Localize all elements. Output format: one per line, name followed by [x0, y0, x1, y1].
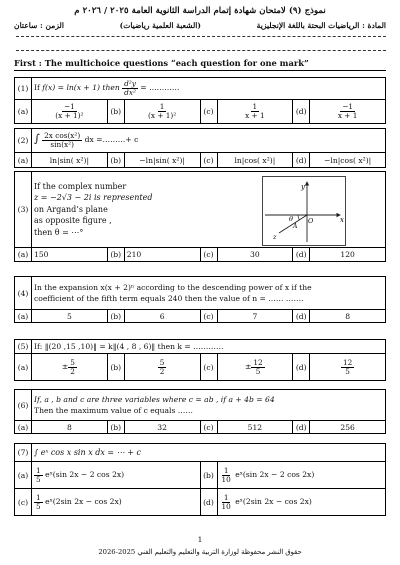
question-5: [14, 339, 386, 381]
option-a[interactable]: 5: [32, 310, 108, 323]
option-label-a: (a): [15, 153, 32, 168]
option-c[interactable]: 7: [217, 310, 293, 323]
option-d[interactable]: $\frac{12}{5}$: [310, 354, 386, 381]
section-underline: [14, 70, 386, 71]
option-c[interactable]: $\frac{1}{x + 1}$: [217, 100, 293, 124]
option-b[interactable]: $\frac{1}{10}$ eˣ(sin 2x − 2 cos 2x): [217, 462, 386, 489]
section-title: First : The multichoice questions “each question for one mark”: [14, 58, 309, 68]
option-a[interactable]: 8: [32, 421, 108, 434]
question-number: (4): [15, 277, 32, 310]
argand-diagram: [262, 176, 346, 246]
option-a[interactable]: 150: [32, 248, 108, 262]
option-label-c: (c): [200, 153, 217, 168]
question-1: [14, 77, 386, 124]
option-label-d: (d): [293, 100, 310, 124]
option-label-d: (d): [293, 153, 310, 168]
option-label-d: (d): [293, 354, 310, 381]
y-axis-label: y: [301, 183, 305, 191]
option-label-d: (d): [293, 248, 310, 262]
option-label-b: (b): [107, 100, 124, 124]
option-a[interactable]: $\frac{1}{5}$ eˣ(sin 2x − 2 cos 2x): [32, 462, 201, 489]
option-b[interactable]: $\frac{1}{\text{(x + 1)²}}$: [124, 100, 200, 124]
option-label-a: (a): [15, 100, 32, 124]
option-label-d: (d): [293, 310, 310, 323]
option-label-c: (c): [200, 421, 217, 434]
option-label-a: (a): [15, 310, 32, 323]
option-label-a: (a): [15, 354, 32, 381]
option-c[interactable]: ln|cos( x²)|: [217, 153, 293, 168]
option-label-c: (c): [200, 248, 217, 262]
option-b[interactable]: $\frac{5}{2}$: [124, 354, 200, 381]
question-number: (7): [15, 444, 32, 462]
option-d[interactable]: 8: [310, 310, 386, 323]
option-label-b: (b): [107, 354, 124, 381]
question-text: In the expansion x(x + 2)ⁿ according to the descending power of x if the coefficient of the fifth term equals 240 then the value of n = …… …….: [32, 277, 386, 310]
option-label-d: (d): [293, 421, 310, 434]
option-b[interactable]: 6: [124, 310, 200, 323]
option-label-b: (b): [107, 153, 124, 168]
branch-label: (الشعبة العلمية رياضيات): [119, 21, 201, 30]
question-text: If, a , b and c are three variables where c = ab , if a + 4b = 64 Then the maximum value of c equals ……: [32, 390, 386, 421]
question-text: If f(x) = ln(x + 1) then $\frac{\text{d²y}}{\text{dx²}}$ = …………: [32, 78, 386, 100]
option-label-c: (c): [200, 310, 217, 323]
question-text: If: ‖(20 ,15 ,10)‖ = k‖(4 , 8 , 6)‖ then k = …………: [32, 340, 386, 354]
option-a[interactable]: ± $\frac{5}{2}$: [32, 354, 108, 381]
question-number: (2): [15, 129, 32, 153]
question-2: [14, 128, 386, 168]
option-label-c: (c): [200, 354, 217, 381]
question-7: [14, 443, 386, 516]
question-number: (1): [15, 78, 32, 100]
question-text: ∫ $\frac{\text{2x cos(x²)}}{\text{sin(x²)}}$ dx =………+ c: [32, 129, 386, 153]
z-label: z: [273, 233, 277, 241]
option-c[interactable]: $\frac{1}{5}$ eˣ(2sin 2x − cos 2x): [32, 489, 201, 516]
question-text: ∫ eˣ cos x sin x dx = ⋯ + c: [32, 444, 386, 462]
option-label-a: (a): [15, 421, 32, 434]
divider: [16, 50, 386, 51]
x-axis-label: x: [340, 216, 344, 224]
option-label-a: (a): [15, 248, 32, 262]
option-label-c: (c): [15, 489, 32, 516]
option-c[interactable]: 512: [217, 421, 293, 434]
angle-arc: [298, 215, 299, 220]
question-number: (3): [15, 172, 32, 248]
option-c[interactable]: ± $\frac{12}{5}$: [217, 354, 293, 381]
option-d[interactable]: −ln|cos( x²)|: [310, 153, 386, 168]
copyright-notice: حقوق النشر محفوظة لوزارة التربية والتعليم والتعليم الفني 2025-2026: [98, 548, 302, 556]
divider: [16, 36, 386, 37]
option-d[interactable]: $\frac{1}{10}$ eˣ(2sin 2x − cos 2x): [217, 489, 386, 516]
subject-label: المادة : الرياضيات البحتة باللغة الإنجليزية: [256, 21, 386, 30]
option-d[interactable]: $\frac{-1}{x + 1}$: [310, 100, 386, 124]
question-number: (5): [15, 340, 32, 354]
question-number: (6): [15, 390, 32, 421]
option-c[interactable]: 30: [217, 248, 293, 262]
option-b[interactable]: 210: [124, 248, 200, 262]
option-label-b: (b): [107, 310, 124, 323]
option-b[interactable]: −ln|sin( x²)|: [124, 153, 200, 168]
time-label: الزمن : ساعتان: [14, 21, 64, 30]
option-label-b: (b): [107, 421, 124, 434]
question-6: [14, 389, 386, 434]
question-text: If the complex number z = −2√3 − 2i is represented on Argand’s plane as opposite figure , then θ = ⋯°: [32, 172, 386, 248]
option-label-b: (b): [200, 462, 217, 489]
option-d[interactable]: 120: [310, 248, 386, 262]
option-a[interactable]: ln|sin( x²)|: [32, 153, 108, 168]
option-label-d: (d): [200, 489, 217, 516]
option-label-a: (a): [15, 462, 32, 489]
option-label-b: (b): [107, 248, 124, 262]
question-4: [14, 276, 386, 323]
exam-subheader: [14, 21, 386, 30]
point-a-label: A: [293, 223, 298, 230]
origin-label: O: [308, 217, 314, 225]
option-d[interactable]: 256: [310, 421, 386, 434]
option-b[interactable]: 32: [124, 421, 200, 434]
option-label-c: (c): [200, 100, 217, 124]
theta-label: θ: [289, 215, 293, 223]
option-a[interactable]: $\frac{-1}{\text{(x + 1)²}}$: [32, 100, 108, 124]
page-number: 1: [197, 535, 203, 544]
exam-title: نموذج (٩) لامتحان شهادة إتمام الدراسة الثانوية العامة ٢٠٢٥ / ٢٠٢٦ م: [74, 6, 326, 16]
